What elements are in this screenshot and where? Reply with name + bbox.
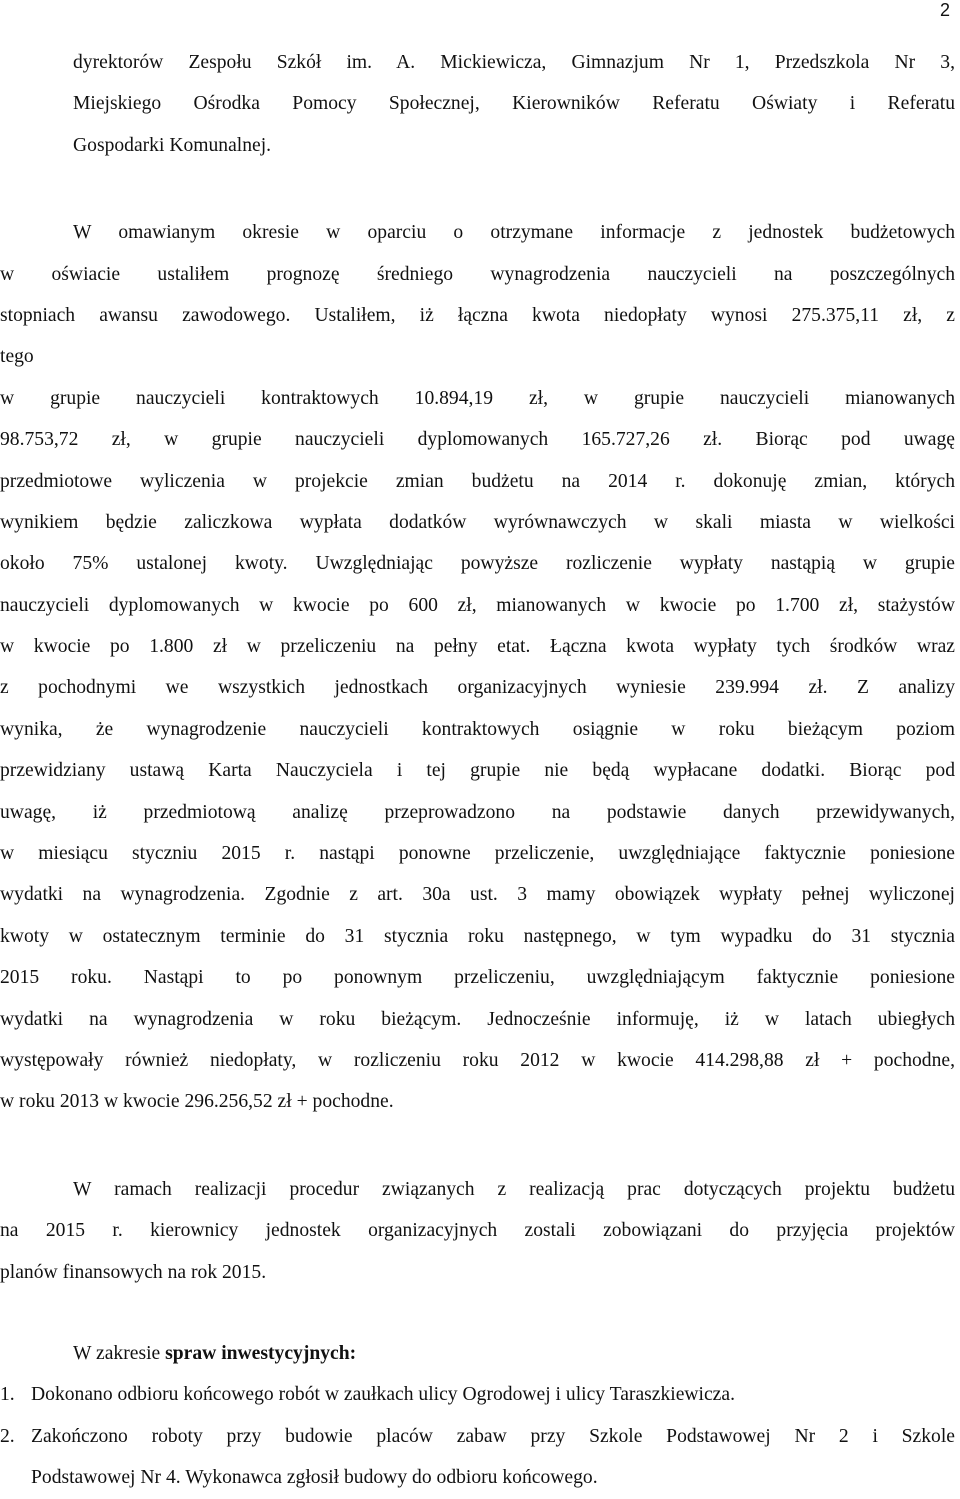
text-line: około 75% ustalonej kwoty. Uwzględniając powyższe rozliczenie wypłaty nastąpią w grupie (0, 553, 955, 575)
text-line: tego (0, 346, 34, 368)
list-item-text: Podstawowej Nr 4. Wykonawca zgłosił budowy do odbioru końcowego. (31, 1467, 598, 1489)
section-heading: spraw inwestycyjnych: (165, 1342, 357, 1364)
text-line: w roku 2013 w kwocie 296.256,52 zł + pochodne. (0, 1091, 394, 1113)
paragraph-recipients (0, 42, 960, 166)
text-line: Gospodarki Komunalnej. (73, 134, 272, 156)
text-line: wydatki na wynagrodzenia. Zgodnie z art. 30a ust. 3 mamy obowiązek wypłaty pełnej wyliczonej (0, 884, 955, 906)
text-line: uwagę, iż przedmiotową analizę przeprowadzono na podstawie danych przewidywanych, (0, 801, 955, 823)
text-line: w kwocie po 1.800 zł w przeliczeniu na pełny etat. Łączna kwota wypłaty tych środków wraz (0, 636, 955, 658)
text-line: dyrektorów Zespołu Szkół im. A. Mickiewicza, Gimnazjum Nr 1, Przedszkola Nr 3, (73, 52, 955, 73)
document-body (0, 42, 960, 1499)
text-line: stopniach awansu zawodowego. Ustaliłem, iż łączna kwota niedopłaty wynosi 275.375,11 zł, z (0, 304, 955, 326)
list-item-text: Zakończono roboty przy budowie placów zabaw przy Szkole Podstawowej Nr 2 i Szkole (31, 1425, 955, 1447)
text-line: wydatki na wynagrodzenia w roku bieżącym. Jednocześnie informuję, iż w latach ubiegłych (0, 1008, 955, 1030)
page-number: 2 (939, 0, 950, 20)
section-intro: W zakresie (73, 1342, 166, 1364)
text-line: występowały również niedopłaty, w rozliczeniu roku 2012 w kwocie 414.298,88 zł + pochodne, (0, 1049, 955, 1071)
list-item-number: 2. (0, 1425, 15, 1447)
text-line: W ramach realizacji procedur związanych z realizacją prac dotyczących projektu budżetu (73, 1178, 955, 1200)
section-heading-investments (0, 1333, 960, 1374)
paragraph-spacer (0, 166, 960, 212)
paragraph-spacer (0, 1123, 960, 1169)
list-item (0, 1374, 960, 1415)
text-line: Miejskiego Ośrodka Pomocy Społecznej, Kierowników Referatu Oświaty i Referatu (73, 93, 955, 115)
paragraph-teacher-salaries (0, 212, 960, 1123)
list-item-text: Dokonano odbioru końcowego robót w zaułkach ulicy Ogrodowej i ulicy Taraszkiewicza. (31, 1384, 735, 1406)
text-line: 2015 roku. Nastąpi to po ponownym przeliczeniu, uwzględniającym faktycznie poniesione (0, 967, 955, 989)
list-item-number: 1. (0, 1384, 15, 1406)
text-line: na 2015 r. kierownicy jednostek organizacyjnych zostali zobowiązani do przyjęcia projektów (0, 1220, 955, 1242)
text-line: nauczycieli dyplomowanych w kwocie po 600 zł, mianowanych w kwocie po 1.700 zł, stażystów (0, 594, 955, 616)
text-line: w oświacie ustaliłem prognozę średniego wynagrodzenia nauczycieli na poszczególnych (0, 263, 955, 285)
paragraph-budget-project (0, 1169, 960, 1293)
text-line: z pochodnymi we wszystkich jednostkach organizacyjnych wyniesie 239.994 zł. Z analizy (0, 677, 955, 699)
text-line: przedmiotowe wyliczenia w projekcie zmian budżetu na 2014 r. dokonuję zmian, których (0, 470, 955, 492)
text-line: 98.753,72 zł, w grupie nauczycieli dyplomowanych 165.727,26 zł. Biorąc pod uwagę (0, 429, 955, 451)
text-line: wynikiem będzie zaliczkowa wypłata dodatków wyrównawczych w skali miasta w wielkości (0, 511, 955, 533)
text-line: W omawianym okresie w oparciu o otrzymane informacje z jednostek budżetowych (73, 222, 955, 244)
text-line: kwoty w ostatecznym terminie do 31 stycznia roku następnego, w tym wypadku do 31 stycznia (0, 925, 955, 947)
paragraph-spacer (0, 1293, 960, 1333)
text-line: planów finansowych na rok 2015. (0, 1261, 267, 1283)
list-item (0, 1416, 960, 1499)
text-line: w grupie nauczycieli kontraktowych 10.894,19 zł, w grupie nauczycieli mianowanych (0, 387, 955, 409)
text-line: wynika, że wynagrodzenie nauczycieli kontraktowych osiągnie w roku bieżącym poziom (0, 718, 955, 740)
investment-list (0, 1374, 960, 1498)
text-line: przewidziany ustawą Karta Nauczyciela i tej grupie nie będą wypłacane dodatki. Biorąc pod (0, 760, 955, 782)
text-line: w miesiącu styczniu 2015 r. nastąpi ponowne przeliczenie, uwzględniające faktycznie poniesione (0, 843, 955, 865)
